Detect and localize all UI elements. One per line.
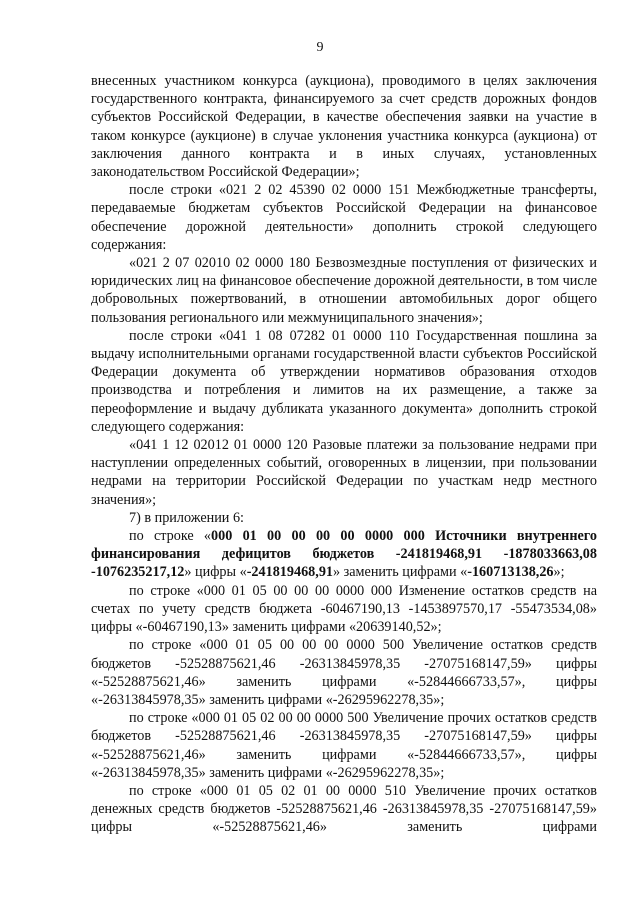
paragraph-2: после строки «021 2 02 45390 02 0000 151 Межбюджетные трансферты, передаваемые бюджетам субъектов Российской Федерации на финансовое обеспечение дорожной деятельности» дополнить строкой следующего содержания: [91,182,597,253]
paragraph-9: по строке «000 01 05 00 00 00 0000 500 Увеличение остатков средств бюджетов -52528875621,46 -26313845978,35 -27075168147,59» цифры «-52528875621,46» заменить цифрами «-52844666733,57», цифры «-26313845978,35» заменить цифрами «-26295962278,35»; [91,637,597,708]
paragraph-10: по строке «000 01 05 02 00 00 0000 500 Увеличение прочих остатков средств бюджетов -52528875621,46 -26313845978,35 -27075168147,59» цифры «-52528875621,46» заменить цифрами «-52844666733,57», цифры «-26313845978,35» заменить цифрами «-26295962278,35»; [91,710,597,781]
paragraph-7-segment: по строке « [129,528,212,545]
paragraph-4: после строки «041 1 08 07282 01 0000 110 Государственная пошлина за выдачу исполнительными органами государственной власти субъектов Российской Федерации документа об утверждении нормативов образования отходов производства и потребления и лимитов на их размещение, а также за переоформление и выдачу дубликата указанного документа» дополнить строкой следующего содержания: [91,327,597,435]
paragraph-6: 7) в приложении 6: [129,509,244,526]
paragraph-7-segment: » цифры « [184,564,247,581]
paragraph-7-bold-segment: -241819468,91 [246,564,334,581]
page-number: 9 [316,40,324,55]
paragraph-3: «021 2 07 02010 02 0000 180 Безвозмездные поступления от физических и юридических лиц на финансовое обеспечение дорожной деятельности, в том числе добровольных пожертвований, в отношении автомобильных дорог общего пользования регионального или межмуниципального значения»; [91,255,597,326]
paragraph-7-bold-segment: -160713138,26 [467,564,554,581]
paragraph-11: по строке «000 01 05 02 01 00 0000 510 Увеличение прочих остатков денежных средств бюджетов -52528875621,46 -26313845978,35 -27075168147,59» цифры «-52528875621,46» заменить цифрами [91,782,597,836]
paragraph-7-segment: »; [553,564,565,581]
paragraph-7-segment: » заменить цифрами « [333,564,468,581]
paragraph-8: по строке «000 01 05 00 00 00 0000 000 Изменение остатков средств на счетах по учету средств бюджета -60467190,13 -1453897570,17 -55473534,08» цифры «-60467190,13» заменить цифрами «20639140,52»; [91,582,597,636]
paragraph-7-bold-segment: 000 01 00 00 00 00 0000 000 Источники внутреннего финансирования дефицитов бюджетов -241819468,91 -1878033663,08 -1076235217,12 [91,528,597,581]
paragraph-1: внесенных участником конкурса (аукциона), проводимого в целях заключения государственного контракта, финансируемого за счет средств дорожных фондов субъектов Российской Федерации, в качестве обеспечения заявки на участие в таком конкурсе (аукционе) в случае уклонения участника конкурса (аукциона) от заключения данного контракта и в иных случаях, установленных законодательством Российской Федерации»; [91,73,597,181]
document-body [91,72,597,837]
paragraph-5: «041 1 12 02012 01 0000 120 Разовые платежи за пользование недрами при наступлении определенных событий, оговоренных в лицензии, при пользовании недрами на территории Российской Федерации по участкам недр местного значения»; [91,437,597,508]
paragraph-7 [91,527,597,582]
